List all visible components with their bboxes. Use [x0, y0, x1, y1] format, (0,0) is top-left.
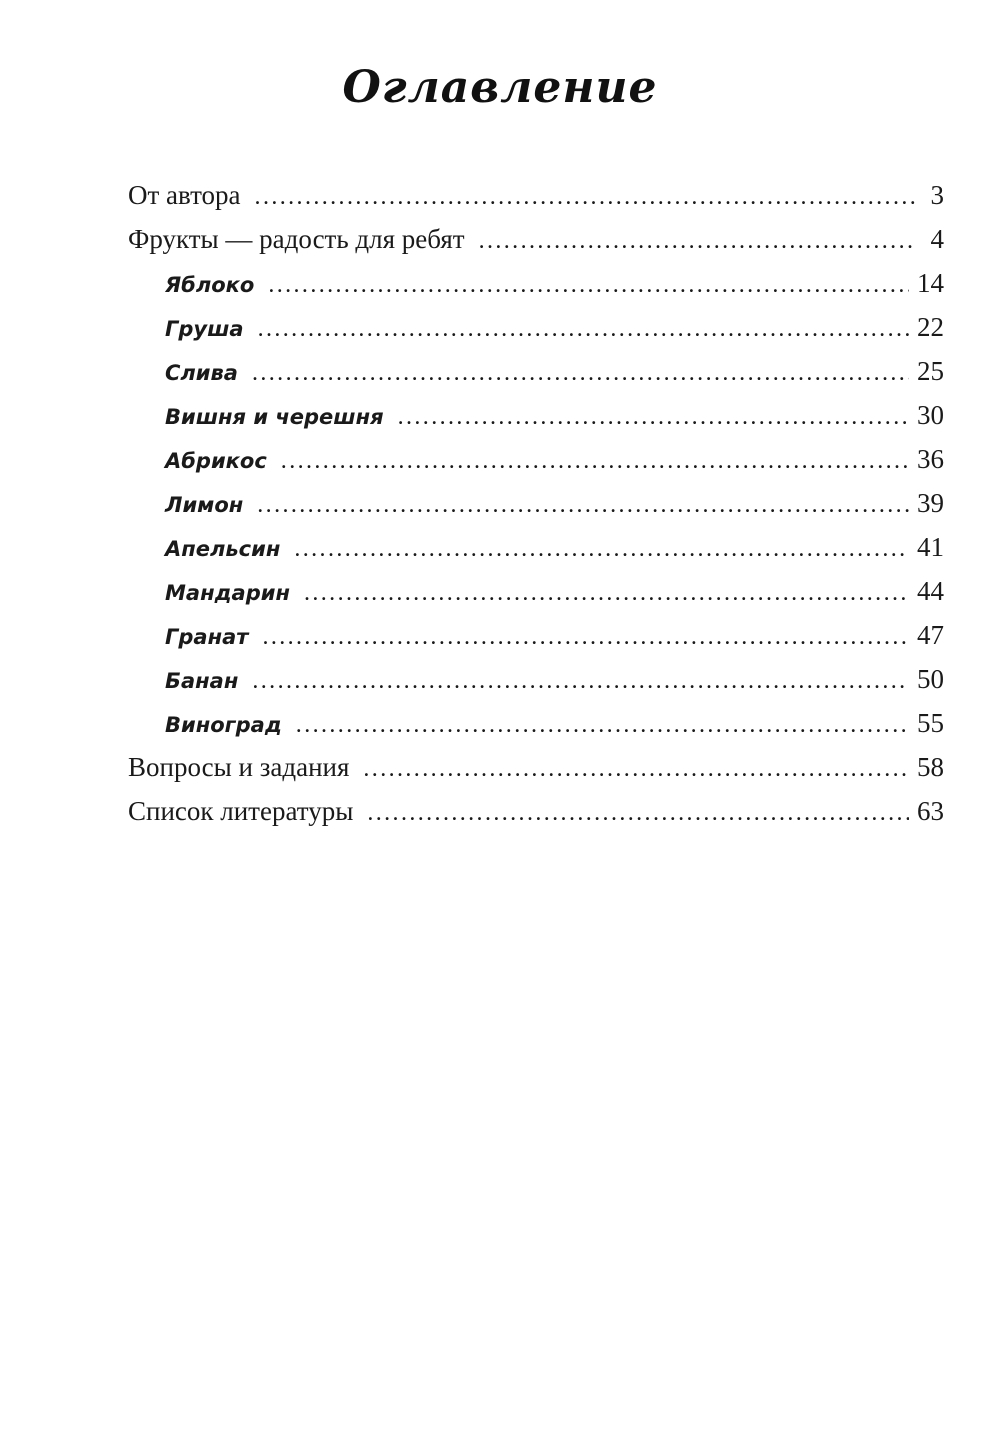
toc-entry[interactable]: [128, 356, 944, 400]
toc-entry[interactable]: [128, 708, 944, 752]
toc-entry-label: Слива: [165, 361, 238, 385]
dot-leader: [258, 316, 909, 343]
toc-entry-label: Фрукты — радость для ребят: [128, 224, 465, 254]
dot-leader: [294, 536, 909, 563]
toc-entry-label: Мандарин: [165, 581, 290, 605]
toc-entry-label: Вишня и черешня: [165, 405, 384, 429]
toc-entry-label: Вопросы и задания: [128, 752, 350, 782]
toc-entry-page: 58: [917, 752, 944, 782]
toc-entry[interactable]: [128, 488, 944, 532]
toc-entry-label: Апельсин: [165, 537, 281, 561]
toc-entry[interactable]: [128, 400, 944, 444]
toc-entry[interactable]: [128, 796, 944, 840]
toc-entry-label: Яблоко: [165, 273, 255, 297]
toc-entry-label: Виноград: [165, 713, 282, 737]
toc-entry-page: 14: [917, 268, 944, 298]
dot-leader: [304, 580, 909, 607]
toc-entry-label: Гранат: [165, 625, 249, 649]
toc-entry-page: 50: [917, 664, 944, 694]
dot-leader: [363, 756, 909, 783]
toc-entry-page: 30: [917, 400, 944, 430]
toc-entry[interactable]: [128, 224, 944, 268]
dot-leader: [252, 668, 909, 695]
dot-leader: [268, 272, 909, 299]
table-of-contents: [128, 180, 944, 840]
toc-entry[interactable]: [128, 268, 944, 312]
toc-entry-page: 63: [917, 796, 944, 826]
toc-entry-label: Груша: [165, 317, 244, 341]
dot-leader: [367, 800, 909, 827]
toc-entry[interactable]: [128, 180, 944, 224]
toc-entry-label: Лимон: [165, 493, 244, 517]
toc-entry-label: Список литературы: [128, 796, 354, 826]
toc-entry[interactable]: [128, 752, 944, 796]
toc-entry[interactable]: [128, 532, 944, 576]
dot-leader: [296, 712, 909, 739]
toc-entry-page: 4: [930, 224, 944, 254]
toc-entry[interactable]: [128, 664, 944, 708]
dot-leader: [479, 228, 916, 255]
dot-leader: [398, 404, 909, 431]
page-title: Оглавление: [342, 62, 658, 113]
toc-entry-label: От автора: [128, 180, 241, 210]
toc-entry-page: 3: [930, 180, 944, 210]
toc-entry-page: 39: [917, 488, 944, 518]
dot-leader: [255, 184, 916, 211]
toc-entry[interactable]: [128, 312, 944, 356]
toc-entry-page: 25: [917, 356, 944, 386]
toc-entry-label: Абрикос: [165, 449, 267, 473]
dot-leader: [262, 624, 909, 651]
toc-entry-page: 22: [917, 312, 944, 342]
toc-entry-label: Банан: [165, 669, 239, 693]
toc-entry[interactable]: [128, 444, 944, 488]
toc-entry-page: 44: [917, 576, 944, 606]
dot-leader: [252, 360, 909, 387]
dot-leader: [281, 448, 909, 475]
toc-entry-page: 36: [917, 444, 944, 474]
toc-entry-page: 41: [917, 532, 944, 562]
toc-entry[interactable]: [128, 576, 944, 620]
toc-entry-page: 47: [917, 620, 944, 650]
toc-entry[interactable]: [128, 620, 944, 664]
dot-leader: [257, 492, 909, 519]
toc-entry-page: 55: [917, 708, 944, 738]
